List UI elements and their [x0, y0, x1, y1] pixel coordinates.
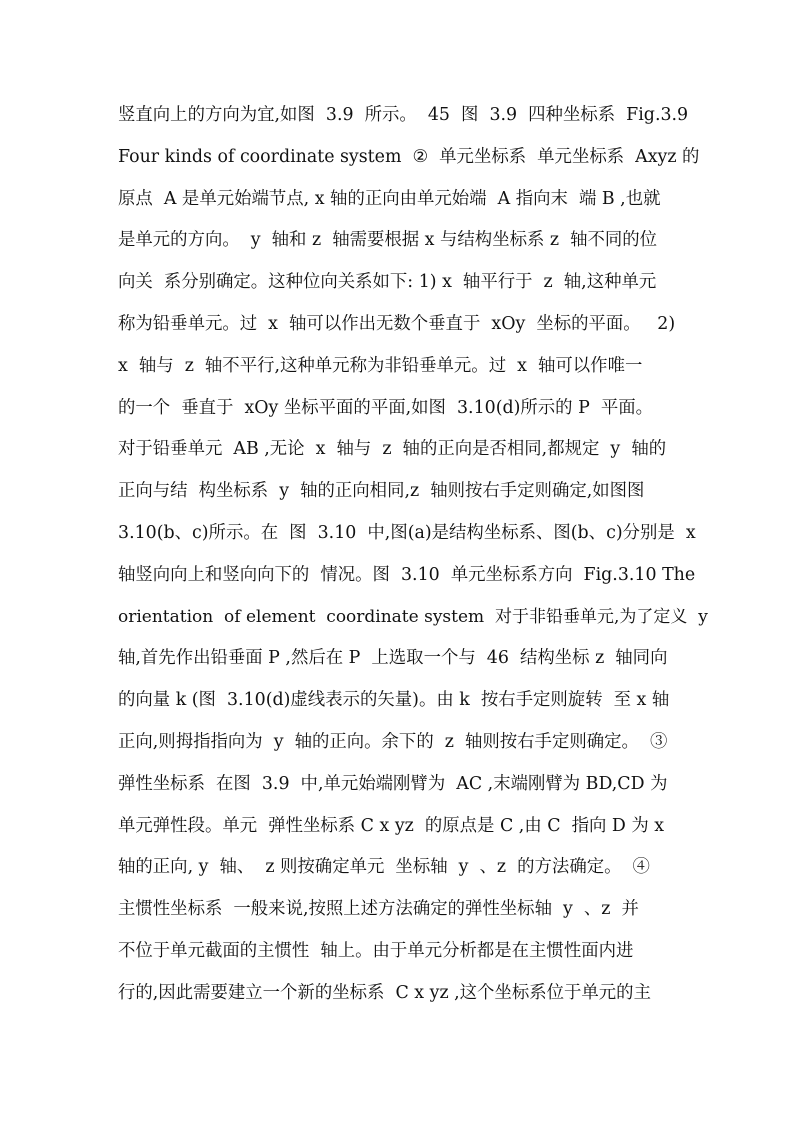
text-line: 是单元的方向。 y 轴和 z 轴需要根据 x 与结构坐标系 z 轴不同的位 — [118, 230, 658, 251]
text-line: 弹性坐标系 在图 3.9 中,单元始端刚臂为 AC ,末端刚臂为 BD,CD 为 — [118, 773, 668, 794]
text-line: 轴竖向向上和竖向向下的 情况。图 3.10 单元坐标系方向 Fig.3.10 The — [118, 564, 696, 585]
text-line: 的一个 垂直于 xOy 坐标平面的平面,如图 3.10(d)所示的 P 平面。 — [118, 397, 654, 418]
text-line: 向关 系分别确定。这种位向关系如下: 1) x 轴平行于 z 轴,这种单元 — [118, 272, 657, 293]
text-line: 单元弹性段。单元 弹性坐标系 C x yz 的原点是 C ,由 C 指向 D 为 x — [118, 815, 665, 836]
text-line: 原点 A 是单元始端节点, x 轴的正向由单元始端 A 指向末 端 B ,也就 — [118, 188, 661, 209]
text-line: 对于铅垂单元 AB ,无论 x 轴与 z 轴的正向是否相同,都规定 y 轴的 — [118, 439, 667, 460]
text-line: 竖直向上的方向为宜,如图 3.9 所示。 45 图 3.9 四种坐标系 Fig.3.9 — [118, 105, 689, 125]
text-line: 轴的正向, y 轴、 z 则按确定单元 坐标轴 y 、z 的方法确定。 ④ — [118, 857, 650, 878]
text-line: 主惯性坐标系 一般来说,按照上述方法确定的弹性坐标轴 y 、z 并 — [118, 899, 639, 920]
text-line: 轴,首先作出铅垂面 P ,然后在 P 上选取一个与 46 结构坐标 z 轴同向 — [118, 648, 668, 669]
text-line: 不位于单元截面的主惯性 轴上。由于单元分析都是在主惯性面内进 — [118, 941, 634, 961]
text-line: orientation of element coordinate system 对于非铅垂单元,为了定义 y — [118, 606, 708, 627]
text-line: x 轴与 z 轴不平行,这种单元称为非铅垂单元。过 x 轴可以作唯一 — [118, 355, 643, 376]
text-line: 正向与结 构坐标系 y 轴的正向相同,z 轴则按右手定则确定,如图图 — [118, 481, 645, 502]
text-line: 3.10(b、c)所示。在 图 3.10 中,图(a)是结构坐标系、图(b、c)分别是 x — [118, 523, 696, 543]
text-line: 正向,则拇指指向为 y 轴的正向。余下的 z 轴则按右手定则确定。 ③ — [118, 732, 668, 752]
text-line: 的向量 k (图 3.10(d)虚线表示的矢量)。由 k 按右手定则旋转 至 x 轴 — [118, 690, 670, 711]
text-line: Four kinds of coordinate system ② 单元坐标系 单元坐标系 Axyz 的 — [118, 146, 700, 167]
text-line: 称为铅垂单元。过 x 轴可以作出无数个垂直于 xOy 坐标的平面。 2) — [118, 314, 676, 334]
text-line: 行的,因此需要建立一个新的坐标系 C x yz ,这个坐标系位于单元的主 — [118, 982, 651, 1003]
